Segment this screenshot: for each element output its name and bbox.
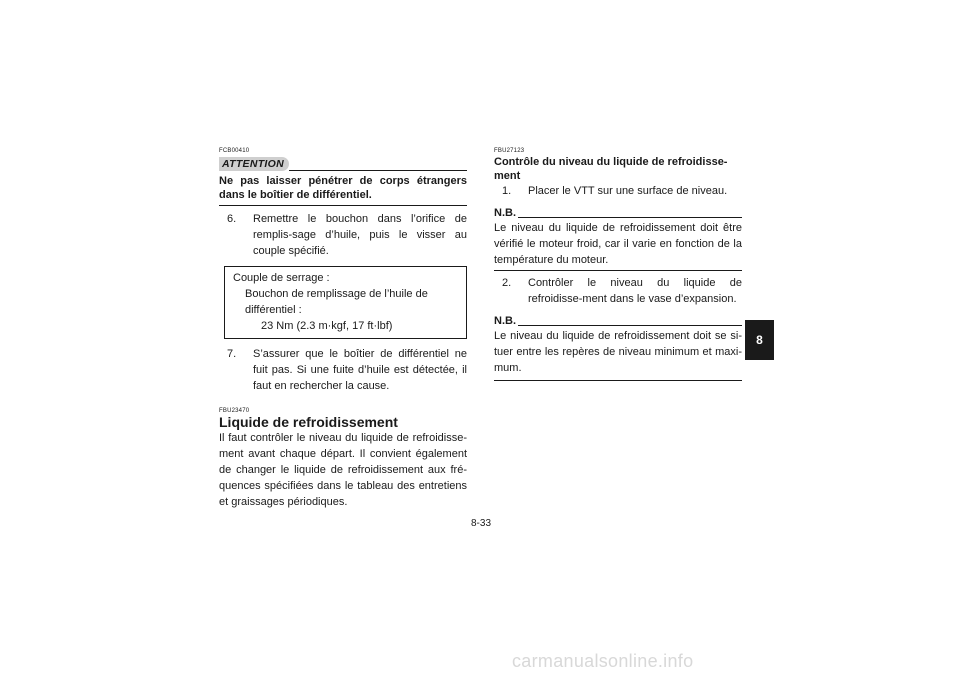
step-1-text: Placer le VTT sur une surface de niveau. — [528, 185, 728, 197]
step-6 — [219, 211, 467, 259]
right-column — [494, 148, 742, 381]
attention-rule — [289, 156, 467, 171]
step-7 — [219, 346, 467, 394]
step-6-number: 6. — [227, 213, 237, 225]
note-1-text: Le niveau du liquide de refroidissement doit être vérifié le moteur froid, car il varie en fonction de la température du moteur. — [494, 220, 742, 271]
section-text: Il faut contrôler le niveau du liquide de refroidisse-ment avant chaque départ. Il convient également de changer le liquide de refroidissement aux fré-quences spécifiées dans le tableau des entretiens et graissages périodiques. — [219, 432, 467, 508]
step-1-number: 1. — [502, 185, 512, 197]
spec-value: 23 Nm (2.3 m·kgf, 17 ft·lbf) — [261, 320, 393, 332]
attention-label: ATTENTION — [219, 157, 289, 171]
step-2 — [494, 275, 742, 307]
step-7-text: S’assurer que le boîtier de différentiel ne fuit pas. Si une fuite d’huile est détectée, il faut en rechercher la cause. — [253, 348, 467, 392]
attention-text: Ne pas laisser pénétrer de corps étrangers dans le boîtier de différentiel. — [219, 174, 467, 206]
subsection-code: FBU27123 — [494, 148, 525, 154]
section-title: Liquide de refroidissement — [219, 414, 398, 430]
step-6-text: Remettre le bouchon dans l’orifice de remplis-sage d’huile, puis le visser au couple spécifié. — [253, 213, 467, 257]
left-column — [219, 148, 467, 510]
note-2-text: Le niveau du liquide de refroidissement doit se si-tuer entre les repères de niveau minimum et maxi-mum. — [494, 328, 742, 381]
spec-item-cont: différentiel : — [245, 304, 302, 316]
note-2-label: N.B. — [494, 315, 516, 327]
section-code: FBU23470 — [219, 408, 250, 414]
torque-spec-box — [224, 266, 467, 339]
note-1-rule — [518, 217, 742, 218]
step-2-number: 2. — [502, 277, 512, 289]
note-1-header — [494, 207, 742, 220]
spec-label: Couple de serrage : — [233, 272, 330, 284]
chapter-tab: 8 — [745, 320, 774, 360]
watermark: carmanualsonline.info — [512, 651, 694, 671]
step-2-text: Contrôler le niveau du liquide de refroidisse-ment dans le vase d’expansion. — [528, 277, 742, 305]
step-7-number: 7. — [227, 348, 237, 360]
attention-header — [219, 156, 467, 171]
subsection-title: Contrôle du niveau du liquide de refroidisse-ment — [494, 156, 728, 182]
note-2-header — [494, 315, 742, 328]
page-number: 8-33 — [470, 518, 491, 529]
note-2-rule — [518, 325, 742, 326]
spec-item: Bouchon de remplissage de l’huile de — [245, 288, 428, 300]
attention-code: FCB00410 — [219, 148, 250, 154]
note-1-label: N.B. — [494, 207, 516, 219]
step-1 — [494, 183, 742, 199]
